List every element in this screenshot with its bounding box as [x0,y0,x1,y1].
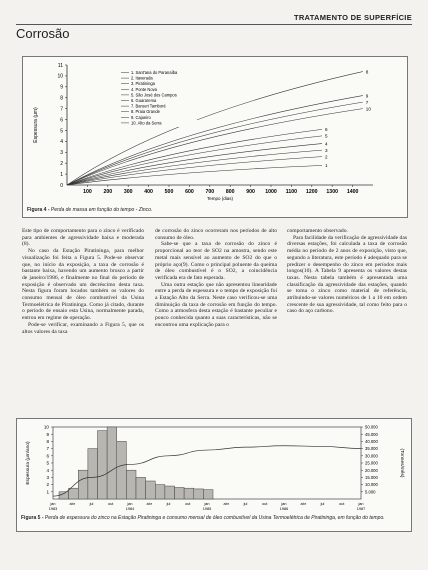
x-tick-label: jul [166,502,171,506]
curve-label: 1 [325,163,328,169]
paragraph: comportamento observado. [287,228,348,234]
paragraph: Para facilidade da verificação de agressividade das diversas estações, foi calculada a taxa de corrosão média no período de 2 anos de exposição, visto que, segundo a literatura, este período é adequado para se predizer o desempenho do zinco em períodos mais longos(10). A Tabela 9 apresenta os valores destas taxas. Nesta tabela também é apresentada uma classificação da agressividade das estações, quando se toma o zinco como material de referência, atribuindo-se valores numéricos de 1 a 10 em ordem crescente de sua agressividade, tal como feito para o caso do aço carbono. [287,234,407,315]
legend-entry: 6. Guararema [131,98,157,103]
year-label: 1985 [202,507,212,511]
y-tick-label: 0 [60,183,63,189]
figure-4 [22,56,408,218]
x-tick-label: jan [50,502,56,506]
y2-tick-label: 40.000 [365,439,378,444]
x-tick-label: 200 [103,189,113,195]
figure-4-caption [27,207,152,213]
y-tick-label: 7 [60,106,63,113]
series-line [67,150,322,185]
x-tick-label: jan [281,502,287,506]
legend-entry: 8. Praia Grande [131,109,160,115]
y-tick-label: 1 [46,489,49,495]
x-tick-label: jan [358,502,364,506]
x-tick-label: 1300 [326,189,338,195]
y-tick-label: 4 [46,467,49,473]
x-tick-label: abr [146,502,152,506]
y-tick-label: 6 [60,117,63,124]
figure-5-chart [17,419,411,515]
y2-tick-label: 25.000 [365,460,378,466]
y-tick-label: 10 [43,424,49,430]
paragraph: Este tipo de comportamento para o zinco é verificado para ambientes de agressividade baixa e moderada (8). [22,228,144,248]
bar [203,490,213,499]
x-tick-label: 1100 [285,189,298,195]
x-tick-label: out [339,502,345,506]
x-tick-label: jul [89,502,94,506]
x-tick-label: 700 [205,189,215,195]
legend-entry: 4. Ponte Nova [131,86,157,92]
y-tick-label: 9 [60,84,63,91]
bar [155,485,165,499]
y-tick-label: 7 [46,446,49,452]
paragraph: Uma outra estação que não apresentou linearidade entre a perda de espessura e o tempo de exposição foi a Estação Alto da Serra. Neste caso verificou-se uma diminuição da taxa de corrosão em função do tempo. Como a atmosfera desta estação é bastante peculiar e pouco conhecida quanto a suas características, não se encontrou uma explicação para o [155,281,277,328]
legend-entry: 3. Piratininga [131,81,155,87]
section-title: TRATAMENTO DE SUPERFÍCIE [293,13,412,22]
y-axis-label: Espessura (µm) [33,107,39,143]
y2-tick-label: 10.000 [365,482,378,488]
y-tick-label: 3 [60,150,63,157]
header-rule [16,24,412,25]
y-tick-label: 3 [46,475,49,480]
bar [146,481,156,499]
series-line [67,157,322,185]
legend-entry: 5. São José dos Campos [131,92,177,98]
y2-tick-label: 15.000 [365,475,378,480]
y-tick-label: 8 [60,95,63,102]
curve-label: 3 [325,147,328,153]
x-tick-label: out [185,502,191,506]
curve-label: 7 [365,99,369,105]
x-tick-label: 300 [123,189,133,195]
y-tick-label: 9 [46,431,49,437]
curve-label: 2 [325,154,328,160]
series-line [67,109,363,185]
x-tick-label: abr [69,502,75,506]
x-tick-label: 1400 [346,189,359,195]
figure-5 [16,418,412,532]
x-tick-label: abr [223,502,229,506]
y-tick-label: 2 [46,482,49,488]
bar [69,488,79,499]
y-tick-label: 5 [46,460,49,466]
paragraph: Sabe-se que a taxa de corrosão do zinco é proporcional ao teor de SO2 na amostra, sendo este metal mais sensível ao aumento de SO2 do que o próprio aço(9). Como o principal poluente da queima de óleo combustível é o SO2, a coincidência verificada era de fato esperada. [155,241,277,281]
figure-5-caption-text: Perda de espessura do zinco na Estação Piratininga e consumo mensal de óleo combustível da Usina Termoelétrica de Piratininga, em função do tempo. [44,515,385,521]
y-tick-label: 10 [57,73,63,80]
legend-entry: 10. Alto da Serra [131,120,162,126]
y-tick-label: 1 [60,171,63,178]
x-tick-label: out [108,502,114,506]
series-line [67,102,363,185]
x-tick-label: 100 [83,189,92,195]
y2-tick-label: 45.000 [365,431,378,437]
x-axis-label: Tempo (dias) [206,196,234,201]
text-column-1 [22,228,144,335]
figure-5-caption-label: Figura 5 - [21,515,45,521]
bar [107,427,117,499]
paragraph: Pode-se verificar, examinando a Figura 5, que os altos valores da taxa [22,321,144,335]
legend-entry: 1. Sant'ana do Paranaíba [131,70,178,75]
year-label: 1983 [48,507,58,511]
bar [59,492,69,499]
text-column-3 [287,228,407,315]
bar [184,488,194,499]
y2-tick-label: 30.000 [365,453,378,459]
figure-4-chart [23,57,407,205]
x-tick-label: abr [300,502,306,506]
year-label: 1986 [279,507,289,511]
text-column-2 [155,228,277,329]
paragraph: de corrosão do zinco ocorreram nos períodos de alto consumo de óleo. [155,228,277,241]
bar [136,477,146,499]
legend-entry: 2. Itaverada [131,75,153,81]
y2-tick-label: 35.000 [365,446,378,452]
bar [165,486,175,499]
figure-5-caption [21,515,407,521]
bar [98,431,108,499]
bar [78,470,88,499]
bar [126,470,136,499]
x-tick-label: jul [243,502,248,506]
y-tick-label: 8 [46,439,49,444]
x-tick-label: 400 [144,189,153,195]
curve-label: 4 [325,141,328,147]
paragraph: No caso da Estação Piratininga, para melhor visualização foi feita a Figura 5. Pode-se observar que, no início da exposição, a taxa de corrosão é bastante baixa, havendo um aumento brusco a partir de janeiro/1986, e finalmente no final do período de exposição é observado um decréscimo desta taxa. Nesta figura foram locados também os valores do consumo mensal de óleo combustível da Usina Termoelétrica de Piratininga. Como já citado, durante o período de ensaio esta Usina, normalmente parada, entrou em regime de operação. [22,248,144,322]
legend-entry: 9. Cajueiro [131,114,151,120]
curve-label: 10 [365,106,371,112]
legend-entry: 7. Barueri Tamboré [131,103,166,109]
y2-tick-label: 20.000 [365,467,378,473]
y-tick-label: 2 [60,160,63,167]
curve-label: 5 [325,133,328,139]
x-tick-label: jul [320,502,325,506]
curve-label: 9 [365,93,369,99]
y2-tick-label: 5.000 [365,489,376,495]
x-tick-label: 1000 [265,189,277,195]
year-label: 1984 [125,507,135,511]
x-tick-label: 600 [185,189,194,195]
curve-label: 6 [325,127,328,133]
bar [175,487,185,499]
figure-4-caption-label: Figura 4 - [27,207,51,213]
series-line [67,136,322,185]
figure-4-caption-text: Perda de massa em função do tempo - Zinco. [50,207,153,213]
x-tick-label: 500 [164,189,174,195]
x-tick-label: jan [127,502,133,506]
y2-tick-label: 50.000 [365,424,378,430]
bar [88,449,98,499]
y-tick-label: 4 [60,139,63,146]
bar [117,441,127,499]
x-tick-label: 800 [225,189,235,195]
y-tick-label: 5 [60,128,63,135]
y-tick-label: 6 [46,453,49,459]
year-label: 1987 [356,507,366,511]
page-title: Corrosão [16,26,70,41]
x-tick-label: 1200 [306,189,318,195]
x-tick-label: 900 [246,189,255,195]
y2-axis-label: (Tonnes/mês) [399,448,404,478]
x-tick-label: out [262,502,268,506]
y-tick-label: 11 [57,62,63,69]
x-tick-label: jan [204,502,210,506]
curve-label: 8 [365,69,369,75]
y-axis-label: Espessura (µm/ano) [26,441,31,485]
bar [194,489,204,499]
